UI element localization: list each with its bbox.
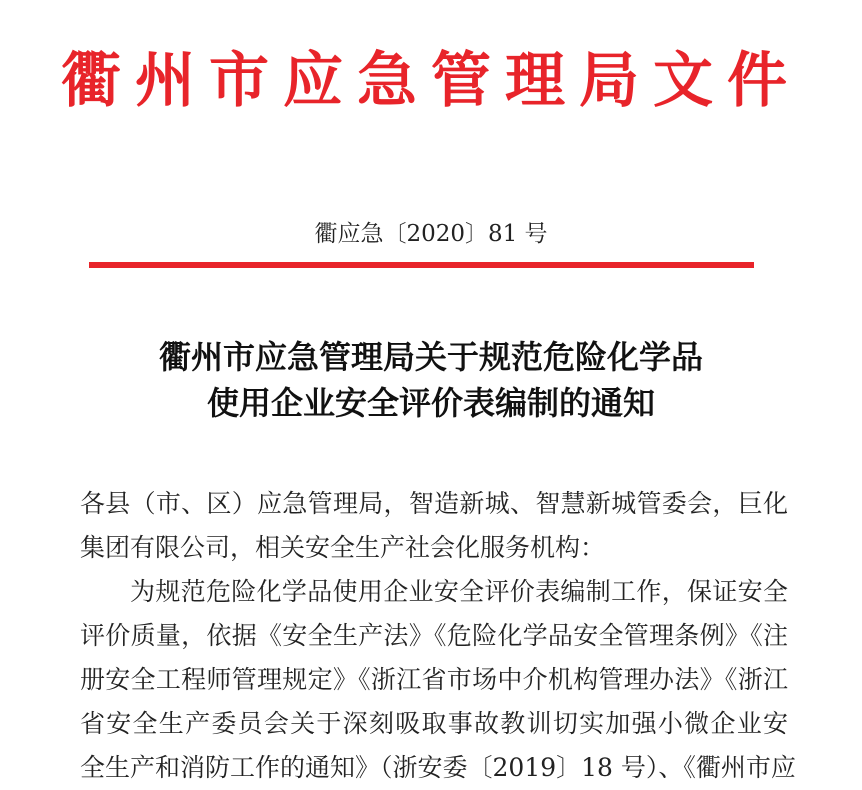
paragraph-line-1: 为规范危险化学品使用企业安全评价表编制工作，保证安全 [130, 577, 788, 606]
paragraph-line-3: 册安全工程师管理规定》《浙江省市场中介机构管理办法》《浙江 [80, 665, 788, 694]
paragraph-line-4: 省安全生产委员会关于深刻吸取事故教训切实加强小微企业安 [80, 709, 788, 738]
salutation-line-2: 集团有限公司，相关安全生产社会化服务机构： [80, 533, 606, 562]
salutation-line-1: 各县（市、区）应急管理局，智造新城、智慧新城管委会，巨化 [80, 489, 788, 518]
masthead-title: 衢州市应急管理局文件 [61, 46, 801, 116]
paragraph-line-5: 全生产和消防工作的通知》（浙安委〔2019〕18 号）、《衢州市应 [80, 753, 796, 782]
notice-title-line-2: 使用企业安全评价表编制的通知 [206, 384, 655, 422]
paragraph-line-2: 评价质量，依据《安全生产法》《危险化学品安全管理条例》《注 [80, 621, 788, 650]
red-divider-line [89, 262, 754, 268]
document-number: 衢应急〔2020〕81 号 [314, 221, 548, 247]
notice-title [0, 334, 862, 426]
notice-title-line-1: 衢州市应急管理局关于规范危险化学品 [158, 338, 703, 376]
document-body [80, 482, 796, 790]
